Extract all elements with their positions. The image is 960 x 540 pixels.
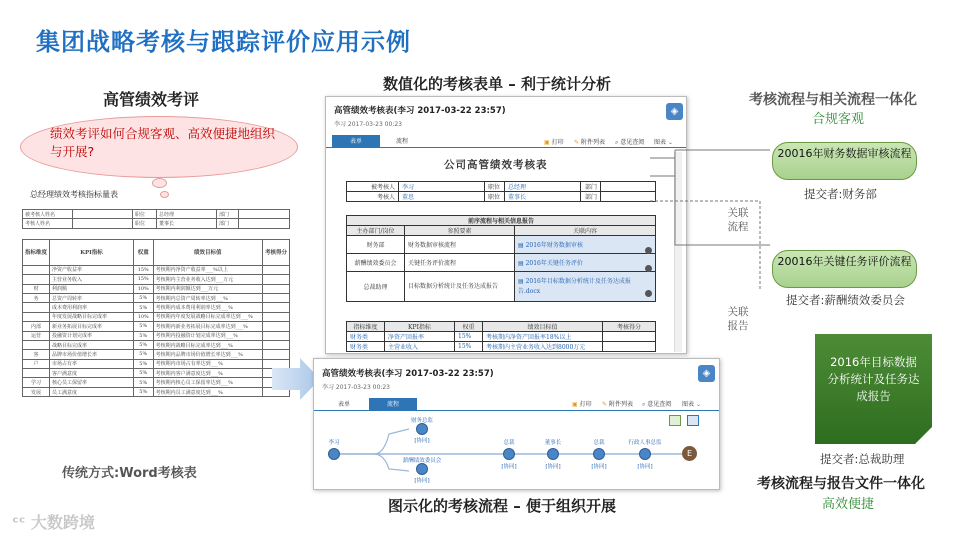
opinions-button[interactable] <box>642 399 671 409</box>
cell: 总资产周转率 <box>50 293 134 302</box>
attachments-button[interactable] <box>574 137 605 146</box>
cell: 考核期内年度发展战略目标完成率达到___% <box>153 312 262 321</box>
cell: 考核期内成本费用利润率达到___% <box>153 303 262 312</box>
attachments-button[interactable] <box>602 399 633 408</box>
cell: 5% <box>133 340 153 349</box>
window-subtitle: 李习 2017-03-23 00:23 <box>322 384 390 391</box>
cell: 内部 <box>23 322 50 331</box>
cell: 董事长 <box>157 219 217 228</box>
right-sub-1: 合规客观 <box>812 112 865 127</box>
watermark-logo <box>12 510 95 533</box>
col-header: 主办部门/岗位 <box>347 226 405 236</box>
link-label: 2016年目标数据分析统计及任务达成报告.docx <box>518 277 631 295</box>
attachments-label: 附件列表 <box>580 139 605 146</box>
paperclip-icon: ✎ <box>574 139 580 146</box>
paperclip-icon: ✎ <box>602 401 608 408</box>
window-title: 高管绩效考核表(李习 2017-03-22 23:57) <box>334 106 506 116</box>
flow-node[interactable] <box>639 448 651 460</box>
form-window <box>325 96 687 354</box>
cell: 核心员工保留率 <box>50 378 134 387</box>
doc-icon: ▤ <box>518 277 524 285</box>
top-panel-heading: 数值化的考核表单 – 利于统计分析 <box>383 75 611 93</box>
assessee-value[interactable]: 李习 <box>399 182 485 192</box>
page-fold-icon <box>915 427 932 444</box>
tab-form[interactable]: 表单 <box>332 135 380 148</box>
tab-flow[interactable]: 流程 <box>369 398 417 411</box>
cell <box>262 331 289 340</box>
cell: 薪酬绩效委员会 <box>347 254 405 272</box>
cell: 品牌市场价值增长率 <box>50 350 134 359</box>
print-label: 打印 <box>579 401 592 408</box>
cell: 部门 <box>217 219 239 228</box>
tab-form[interactable]: 表单 <box>337 401 350 408</box>
cell: 主营业务收入 <box>50 275 134 284</box>
print-icon: ▣ <box>544 139 550 146</box>
cell: 财务数据审核流程 <box>405 236 515 254</box>
cell: 5% <box>133 359 153 368</box>
col-header: 考核得分 <box>262 239 289 265</box>
node-label: 总裁 <box>593 440 605 446</box>
left-caption: 传统方式:Word考核表 <box>62 466 197 481</box>
print-icon: ▣ <box>572 401 578 408</box>
opinions-button[interactable] <box>615 137 644 147</box>
position-label: 职位 <box>485 182 505 192</box>
cell: 投融资计划完成率 <box>50 331 134 340</box>
cell: 户 <box>23 359 50 368</box>
page-title: 集团战略考核与跟踪评价应用示例 <box>36 28 411 56</box>
flow-node[interactable] <box>416 423 428 435</box>
key-task-flow[interactable]: 20016年关键任务评价流程 <box>772 250 917 288</box>
related-link[interactable] <box>515 236 656 254</box>
cell: 财务类 <box>347 342 385 352</box>
cell: 15% <box>133 265 153 274</box>
assessee-label: 被考核人 <box>347 182 399 192</box>
cell: 考核期内投融资计划完成率达到___% <box>153 331 262 340</box>
cell: 总裁助理 <box>347 272 405 302</box>
score-input[interactable] <box>603 342 656 352</box>
cell: 利润额 <box>50 284 134 293</box>
cell: 考核期内主营业务收入达到___万元 <box>153 275 262 284</box>
table-row <box>23 312 290 321</box>
cell <box>262 322 289 331</box>
print-button[interactable] <box>572 399 592 408</box>
col-header: 指标维度 <box>23 239 50 265</box>
cell: 主营业收入 <box>385 342 455 352</box>
report-document[interactable]: 2016年目标数据分析统计及任务达成报告 <box>815 334 932 444</box>
node-label: 总裁 <box>503 440 515 446</box>
assessee-table <box>346 181 656 202</box>
assessor-label: 考核人 <box>347 192 399 202</box>
word-header-table <box>22 209 290 229</box>
word-doc-title: 总经理绩效考核指标量表 <box>30 190 118 199</box>
node-label: 行政人事总监 <box>628 440 662 446</box>
cell: 战略目标完成率 <box>50 340 134 349</box>
cell: 考核期内客户满意度达到___% <box>153 369 262 378</box>
right-heading-2: 考核流程与报告文件一体化 <box>757 476 925 492</box>
chart-label: 图表 <box>682 401 695 408</box>
opinions-label: 意见查阅 <box>620 139 645 146</box>
bubble-dot <box>160 191 169 198</box>
settings-icon[interactable]: ◈ <box>698 365 715 382</box>
table-row <box>23 293 290 302</box>
cell: 年度发展战略目标完成率 <box>50 312 134 321</box>
word-document <box>22 209 290 455</box>
cell: 财 <box>23 284 50 293</box>
settings-icon[interactable]: ◈ <box>666 103 683 120</box>
cell: 5% <box>133 378 153 387</box>
col-header: 指标维度 <box>347 322 385 332</box>
cell: 目标数据分析统计及任务达成报告 <box>405 272 515 302</box>
col-header: KPI指标 <box>385 322 455 332</box>
table-row <box>23 303 290 312</box>
cell <box>23 303 50 312</box>
flow-node[interactable] <box>547 448 559 460</box>
bubble-text: 绩效考评如何合规客观、高效便捷地组织与开展? <box>50 126 276 159</box>
cell: 考核期内品牌市场价值增长率达到___% <box>153 350 262 359</box>
col-header: 绩效目标值 <box>483 322 603 332</box>
fade-overlay <box>22 409 290 455</box>
table-row <box>23 340 290 349</box>
financial-review-flow[interactable]: 20016年财务数据审核流程 <box>772 142 917 180</box>
cell: 考核期内新业务拓展目标完成率达到___% <box>153 322 262 331</box>
cell: 15% <box>455 342 483 352</box>
table-row <box>23 369 290 378</box>
search-icon: ⌕ <box>642 401 646 408</box>
cell <box>23 312 50 321</box>
col-header: 考核得分 <box>603 322 656 332</box>
cell: 客户满意度 <box>50 369 134 378</box>
table-row <box>23 322 290 331</box>
col-header: 关联内容 <box>515 226 656 236</box>
cell: 运营 <box>23 331 50 340</box>
flow-node[interactable] <box>593 448 605 460</box>
submitter-1: 提交者:财务部 <box>804 187 877 201</box>
table-row <box>23 284 290 293</box>
cell <box>262 303 289 312</box>
submitter-3: 提交者:总裁助理 <box>820 452 905 466</box>
cell <box>23 275 50 284</box>
related-link[interactable] <box>515 272 656 302</box>
cell <box>262 284 289 293</box>
cell: 发展 <box>23 387 50 396</box>
chart-label: 图表 <box>654 139 667 146</box>
node-tag: [协同] <box>414 438 430 444</box>
cell: 15% <box>455 332 483 342</box>
cell: 15% <box>133 275 153 284</box>
cell: 考核期内市场占有率达到___% <box>153 359 262 368</box>
cell <box>262 340 289 349</box>
table-row <box>23 331 290 340</box>
bottom-panel-heading: 图示化的考核流程 – 便于组织开展 <box>388 497 616 515</box>
cell: 职位 <box>133 210 157 219</box>
doc-icon: ▤ <box>518 260 524 267</box>
cell <box>23 265 50 274</box>
print-label: 打印 <box>551 139 564 146</box>
node-tag: [协同] <box>501 464 517 470</box>
cell: 10% <box>133 312 153 321</box>
node-tag: [协同] <box>545 464 561 470</box>
window-title: 高管绩效考核表(李习 2017-03-22 23:57) <box>322 369 494 379</box>
kpi-table <box>346 321 656 352</box>
cell: 员工满意度 <box>50 387 134 396</box>
node-label: 李习 <box>328 440 340 446</box>
chart-button[interactable] <box>682 399 701 408</box>
node-tag: [协同] <box>414 478 430 484</box>
table-row <box>23 359 290 368</box>
assessor-value[interactable]: 董思 <box>399 192 485 202</box>
cell: 考核期内员工满意度达到___% <box>153 387 262 396</box>
cell: 财务类 <box>347 332 385 342</box>
cell: 财务部 <box>347 236 405 254</box>
flow-node[interactable] <box>416 463 428 475</box>
cell: 关键任务评价流程 <box>405 254 515 272</box>
logo-text: 大数跨境 <box>30 513 95 532</box>
cell: 客 <box>23 350 50 359</box>
cell: 5% <box>133 387 153 396</box>
cell: 考核期内净资产收益率___%以上 <box>153 265 262 274</box>
cell: 考核期内总资产周转率达到___% <box>153 293 262 302</box>
cell: 考核人姓名 <box>23 219 73 228</box>
cell: 新业务拓展目标完成率 <box>50 322 134 331</box>
position-label: 职位 <box>485 192 505 202</box>
chevron-down-icon: ⌄ <box>695 401 701 408</box>
dept-label: 部门 <box>581 192 601 202</box>
link-flow-label: 关联流程 <box>727 207 749 233</box>
cell: 职位 <box>133 219 157 228</box>
table-row <box>23 350 290 359</box>
submitter-2: 提交者:薪酬绩效委员会 <box>786 293 905 307</box>
cell <box>262 293 289 302</box>
cell: 10% <box>133 284 153 293</box>
section-title: 前序流程与相关信息报告 <box>347 216 656 226</box>
node-tag: [协同] <box>637 464 653 470</box>
flow-window <box>313 358 720 490</box>
cell <box>23 369 50 378</box>
cell: 考核期内核心员工保留率达到___% <box>153 378 262 387</box>
search-icon: ⌕ <box>615 139 619 146</box>
opinions-label: 意见查阅 <box>647 401 672 408</box>
table-row <box>23 265 290 274</box>
right-heading-1: 考核流程与相关流程一体化 <box>749 92 917 108</box>
table-row <box>23 275 290 284</box>
connector-lines <box>650 140 790 310</box>
link-label: 2016年财务数据审核 <box>525 242 583 249</box>
cell: 学习 <box>23 378 50 387</box>
col-header: KPI指标 <box>50 239 134 265</box>
flow-node-start[interactable] <box>328 448 340 460</box>
word-kpi-table <box>22 239 290 397</box>
flow-node[interactable] <box>503 448 515 460</box>
window-subtitle: 李习 2017-03-23 00:23 <box>334 121 402 128</box>
cell: 5% <box>133 303 153 312</box>
process-flow-diagram <box>314 419 720 489</box>
cell: 考核期内利润额达到___万元 <box>153 284 262 293</box>
link-label: 2016年关键任务评价 <box>525 260 583 267</box>
cell: 5% <box>133 293 153 302</box>
cell: 部门 <box>217 210 239 219</box>
cell <box>23 340 50 349</box>
flow-branch <box>334 429 409 471</box>
cell: 考核期内主营业务收入达到8000万元 <box>483 342 603 352</box>
score-input[interactable] <box>603 332 656 342</box>
cell: 5% <box>133 331 153 340</box>
node-label: 薪酬绩效委员会 <box>402 458 442 464</box>
col-header: 权重 <box>455 322 483 332</box>
link-report-label: 关联报告 <box>727 306 749 332</box>
position-value[interactable]: 总经理 <box>505 182 581 192</box>
doc-icon: ▤ <box>518 242 524 249</box>
left-heading: 高管绩效考评 <box>103 90 200 109</box>
table-row <box>23 378 290 387</box>
node-label: 财务总监 <box>410 418 433 424</box>
cell: 净资产收益率 <box>50 265 134 274</box>
cell <box>262 275 289 284</box>
cell: 务 <box>23 293 50 302</box>
cell: 5% <box>133 369 153 378</box>
cell: 5% <box>133 322 153 331</box>
attachments-label: 附件列表 <box>608 401 633 408</box>
cell: 考核期内净资产回报率18%以上 <box>483 332 603 342</box>
cell <box>262 265 289 274</box>
col-header: 权重 <box>133 239 153 265</box>
tab-flow[interactable]: 流程 <box>395 138 408 145</box>
col-header: 绩效目标值 <box>153 239 262 265</box>
bubble-dot <box>152 178 167 188</box>
col-header: 参照要素 <box>405 226 515 236</box>
table-row <box>23 387 290 396</box>
print-button[interactable] <box>544 137 564 146</box>
dept-label: 部门 <box>581 182 601 192</box>
cell <box>262 312 289 321</box>
related-info-table <box>346 215 656 302</box>
cell: 净资产回报率 <box>385 332 455 342</box>
cell: 成本费用利润率 <box>50 303 134 312</box>
position-value[interactable]: 董事长 <box>505 192 581 202</box>
cell: 被考核人姓名 <box>23 210 73 219</box>
cell: 市场占有率 <box>50 359 134 368</box>
chevron-down-icon: ⌄ <box>667 139 673 146</box>
cell: 5% <box>133 350 153 359</box>
related-link[interactable] <box>515 254 656 272</box>
logo-icon: ᶜᶜ <box>12 513 26 532</box>
cell: 考核期内战略目标完成率达到___% <box>153 340 262 349</box>
node-tag: [协同] <box>591 464 607 470</box>
right-sub-2: 高效便捷 <box>822 497 875 512</box>
cell: 总经理 <box>157 210 217 219</box>
node-label: 董事长 <box>544 440 562 446</box>
flow-end-node[interactable]: E <box>682 446 697 461</box>
form-title: 公司高管绩效考核表 <box>444 159 548 171</box>
